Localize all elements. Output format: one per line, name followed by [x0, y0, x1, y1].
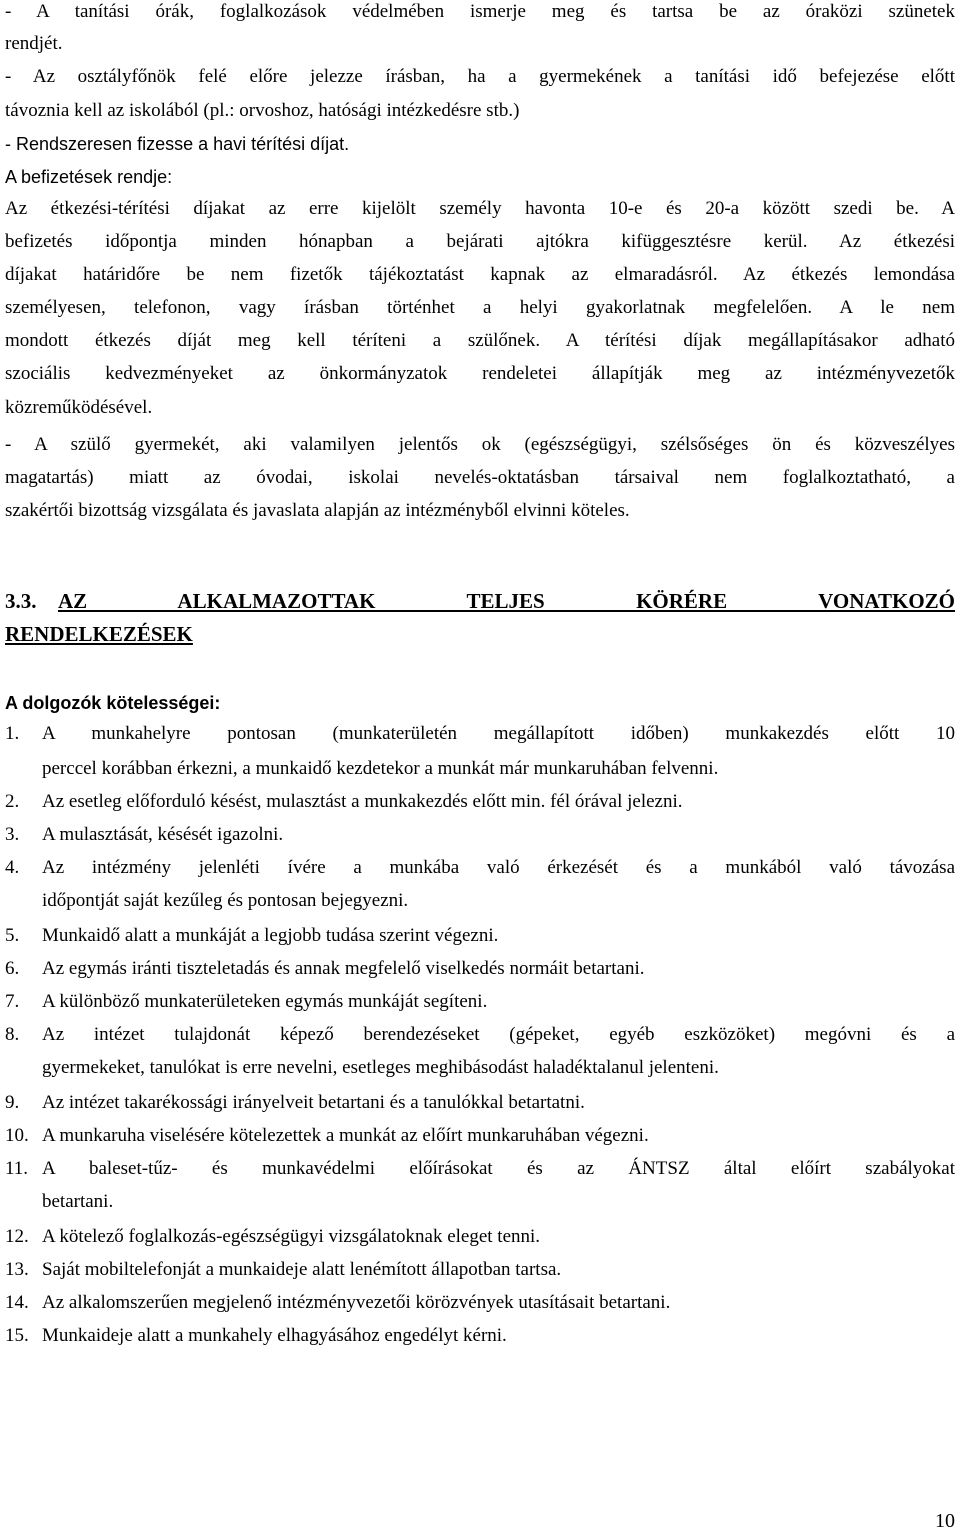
list-text: Az intézmény jelenléti ívére a munkába való érkezését és a munkából való távozása	[42, 857, 955, 878]
list-item	[5, 954, 955, 984]
list-item-continuation	[5, 1187, 955, 1217]
text-line: Az étkezési-térítési díjakat az erre kijelölt személy havonta 10-e és 20-a között szedi be. A	[5, 198, 955, 219]
list-text: Az alkalomszerűen megjelenő intézményvezetői körözvények utasításait betartani.	[42, 1292, 671, 1313]
text-line: - A szülő gyermekét, aki valamilyen jelentős ok (egészségügyi, szélsőséges ön és közveszélyes	[5, 434, 955, 455]
text-line: - Rendszeresen fizesse a havi térítési díjat.	[5, 134, 350, 154]
list-item-continuation	[5, 1053, 955, 1083]
text-line: szakértői bizottság vizsgálata és javaslata alapján az intézményből elvinni köteles.	[5, 500, 630, 521]
list-number: 9.	[5, 1092, 20, 1113]
list-number: 10.	[5, 1125, 29, 1146]
section-title-line-2: RENDELKEZÉSEK	[5, 622, 193, 646]
text-line: magatartás) miatt az óvodai, iskolai nevelés-oktatásban társaival nem foglalkoztatható, a	[5, 467, 955, 488]
text-line: mondott étkezés díját meg kell téríteni a szülőnek. A térítési díjak megállapításakor adható	[5, 330, 955, 351]
list-text: Az esetleg előforduló késést, mulasztást a munkakezdés előtt min. fél órával jelezni.	[42, 791, 683, 812]
list-item	[5, 921, 955, 951]
list-item	[5, 987, 955, 1017]
list-number: 11.	[5, 1158, 29, 1179]
list-text: időpontját saját kezűleg és pontosan bejegyezni.	[42, 890, 409, 911]
list-text: betartani.	[42, 1191, 114, 1212]
list-item	[5, 1020, 955, 1050]
list-text: perccel korábban érkezni, a munkaidő kezdetekor a munkát már munkaruhában felvenni.	[42, 758, 719, 779]
list-text: A baleset-tűz- és munkavédelmi előírásokat és az ÁNTSZ által előírt szabályokat	[42, 1158, 955, 1179]
list-number: 4.	[5, 857, 20, 878]
text-line-part: távoznia kell az iskolából (pl.: orvoshoz, hatósági intézkedésre stb.)	[5, 100, 520, 121]
text-line: szociális kedvezményeket az önkormányzatok rendeletei állapítják meg az intézményvezetők	[5, 363, 955, 384]
list-item	[5, 820, 955, 850]
text-line: rendjét.	[5, 33, 63, 54]
section-number: 3.3.	[5, 589, 37, 613]
list-number: 13.	[5, 1259, 29, 1280]
list-item	[5, 1255, 955, 1285]
list-number: 6.	[5, 958, 20, 979]
list-text: gyermekeket, tanulókat is erre nevelni, esetleges meghibásodást haladéktalanul jelenteni.	[42, 1057, 719, 1078]
list-text: Munkaidő alatt a munkáját a legjobb tudása szerint végezni.	[42, 925, 499, 946]
text-line: A befizetések rendje:	[5, 167, 173, 187]
text-line: díjakat határidőre be nem fizetők tájékoztatást kapnak az elmaradásról. Az étkezés lemondása	[5, 264, 955, 285]
list-item	[5, 1121, 955, 1151]
text-line: személyesen, telefonon, vagy írásban történhet a helyi gyakorlatnak megfelelően. A le nem	[5, 297, 955, 318]
text-line: közreműködésével.	[5, 397, 153, 418]
list-item	[5, 853, 955, 883]
list-item-continuation	[5, 886, 955, 916]
list-number: 15.	[5, 1325, 29, 1346]
list-text: Az intézet tulajdonát képező berendezéseket (gépeket, egyéb eszközöket) megóvni és a	[42, 1024, 955, 1045]
section-title-line-1: AZ ALKALMAZOTTAK TELJES KÖRÉRE VONATKOZÓ	[58, 589, 955, 613]
list-number: 5.	[5, 925, 20, 946]
list-item	[5, 787, 955, 817]
list-text: Az egymás iránti tiszteletadás és annak megfelelő viselkedés normáit betartani.	[42, 958, 645, 979]
duties-heading: A dolgozók kötelességei:	[5, 693, 221, 713]
list-number: 1.	[5, 723, 20, 744]
list-item	[5, 1154, 955, 1184]
list-number: 14.	[5, 1292, 29, 1313]
list-text: A mulasztását, késését igazolni.	[42, 824, 284, 845]
text-line	[5, 96, 955, 126]
text-line: befizetés időpontja minden hónapban a bejárati ajtókra kifüggesztésre kerül. Az étkezési	[5, 231, 955, 252]
list-text: A munkaruha viselésére kötelezettek a munkát az előírt munkaruhában végezni.	[42, 1125, 649, 1146]
list-text: Munkaideje alatt a munkahely elhagyásához engedélyt kérni.	[42, 1325, 507, 1346]
list-number: 8.	[5, 1024, 20, 1045]
list-item-continuation	[5, 754, 955, 784]
list-text: A különböző munkaterületeken egymás munkáját segíteni.	[42, 991, 488, 1012]
list-item	[5, 1088, 955, 1118]
list-number: 2.	[5, 791, 20, 812]
section-heading	[5, 586, 955, 616]
list-item	[5, 1288, 955, 1318]
list-item	[5, 1321, 955, 1351]
text-line: - Az osztályfőnök felé előre jelezze írásban, ha a gyermekének a tanítási idő befejezése előtt	[5, 66, 955, 87]
list-item	[5, 719, 955, 749]
text-line: - A tanítási órák, foglalkozások védelmében ismerje meg és tartsa be az óraközi szünetek	[5, 1, 955, 22]
list-item	[5, 1222, 955, 1252]
list-number: 3.	[5, 824, 20, 845]
page-number: 10	[935, 1510, 955, 1532]
list-text: Az intézet takarékossági irányelveit betartani és a tanulókkal betartatni.	[42, 1092, 585, 1113]
list-number: 7.	[5, 991, 20, 1012]
list-number: 12.	[5, 1226, 29, 1247]
list-text: A kötelező foglalkozás-egészségügyi vizsgálatoknak eleget tenni.	[42, 1226, 541, 1247]
list-text: A munkahelyre pontosan (munkaterületén megállapított időben) munkakezdés előtt 10	[42, 723, 955, 744]
list-text: Saját mobiltelefonját a munkaideje alatt lenémított állapotban tartsa.	[42, 1259, 562, 1280]
